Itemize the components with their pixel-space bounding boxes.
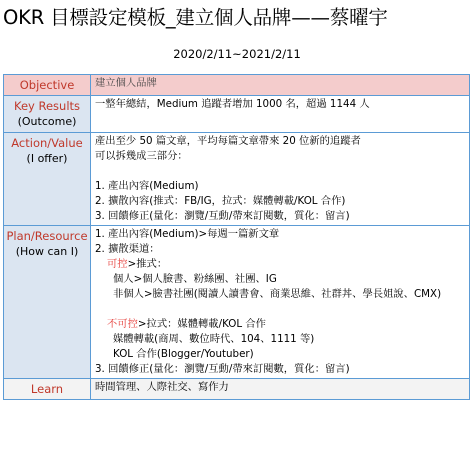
uncontrollable-label: 不可控 bbox=[107, 318, 138, 330]
objective-value: 建立個人品牌 bbox=[91, 75, 470, 96]
action-intro-2: 可以拆幾成三部分： bbox=[95, 150, 188, 162]
date-range: 2020/2/11~2021/2/11 bbox=[173, 47, 301, 61]
okr-table bbox=[3, 74, 470, 400]
blank-line bbox=[95, 164, 465, 179]
table-row-plan bbox=[4, 226, 470, 379]
plan-personal: 個人>個人臉書、粉絲團、社團、IG bbox=[113, 273, 277, 285]
plan-item-3: 3. 回饋修正(量化：瀏覽/互動/帶來訂閱數，質化：留言) bbox=[95, 363, 350, 375]
plan-media: 媒體轉載(商周、數位時代、104、1111 等) bbox=[113, 333, 315, 345]
plan-label-cell bbox=[4, 226, 91, 379]
plan-item-1: 1. 產出內容(Medium)>每週一篇新文章 bbox=[95, 228, 280, 240]
action-intro-1: 產出至少 50 篇文章，平均每篇文章帶來 20 位新的追蹤者 bbox=[95, 135, 361, 147]
controllable-label: 可控 bbox=[107, 258, 128, 270]
plan-non-personal: 非個人>臉書社團(閱讀人讀書會、商業思維、社群丼、學長姐說、CMX) bbox=[113, 288, 442, 300]
key-results-label: Key Results bbox=[13, 99, 81, 113]
learn-value: 時間管理、人際社交、寫作力 bbox=[91, 379, 470, 400]
key-results-sublabel: (Outcome) bbox=[17, 115, 77, 128]
plan-value-cell bbox=[91, 226, 470, 379]
learn-label: Learn bbox=[4, 379, 91, 400]
action-item-1: 1. 產出內容(Medium) bbox=[95, 180, 199, 192]
plan-pull-line bbox=[95, 317, 465, 332]
table-row-objective bbox=[4, 75, 470, 96]
table-row-learn bbox=[4, 379, 470, 400]
key-results-label-cell bbox=[4, 96, 91, 133]
action-item-2: 2. 擴散內容(推式：FB/IG，拉式：媒體轉載/KOL 合作) bbox=[95, 195, 346, 207]
blank-line bbox=[95, 302, 465, 317]
plan-sublabel: (How can I) bbox=[15, 245, 79, 258]
key-results-value: 一整年總結，Medium 追蹤者增加 1000 名，超過 1144 人 bbox=[91, 96, 470, 133]
plan-kol: KOL 合作(Blogger/Youtuber) bbox=[113, 348, 254, 360]
push-label: >推式： bbox=[127, 258, 168, 270]
page-title: OKR 目標設定模板_建立個人品牌——蔡曜宇 bbox=[3, 6, 388, 29]
action-label: Action/Value bbox=[11, 136, 83, 150]
action-value-cell bbox=[91, 133, 470, 226]
plan-label: Plan/Resource bbox=[6, 229, 88, 243]
plan-push-line bbox=[95, 257, 465, 272]
plan-item-2: 2. 擴散渠道： bbox=[95, 243, 160, 255]
pull-label: >拉式：媒體轉載/KOL 合作 bbox=[137, 318, 266, 330]
action-sublabel: (I offer) bbox=[26, 152, 68, 165]
action-label-cell bbox=[4, 133, 91, 226]
table-row-action bbox=[4, 133, 470, 226]
table-row-key-results bbox=[4, 96, 470, 133]
objective-label: Objective bbox=[4, 75, 91, 96]
action-item-3: 3. 回饋修正(量化：瀏覽/互動/帶來訂閱數，質化：留言) bbox=[95, 210, 350, 222]
